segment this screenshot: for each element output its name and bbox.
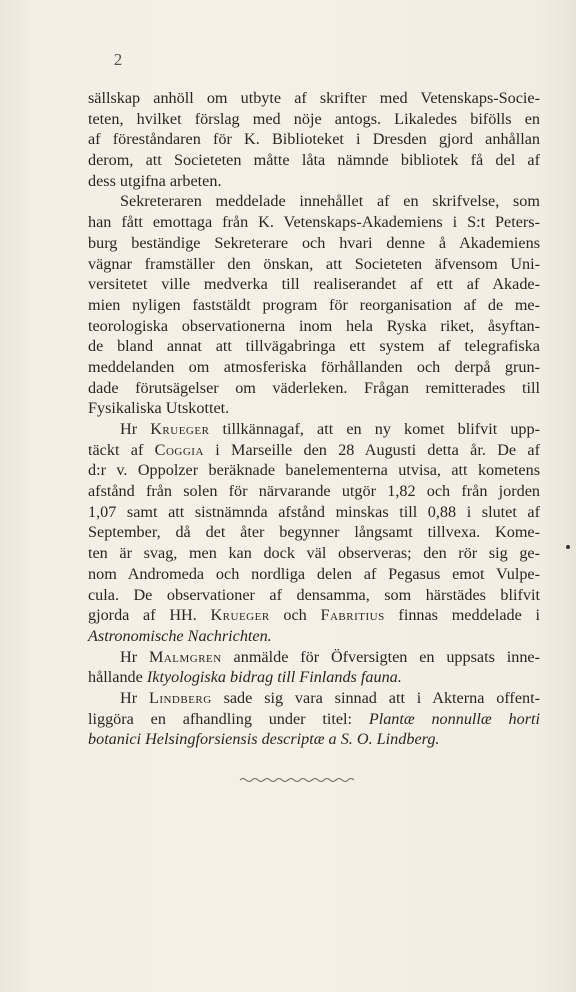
text-line: af föreståndaren för K. Biblioteket i Dresden gjord anhållan: [88, 130, 540, 149]
text-line: 1,07 samt att sistnämnda afstånd minskas till 0,88 i slutet af: [88, 502, 540, 521]
ink-speck: [566, 545, 570, 549]
text-line: dade förutsägelser om väderleken. Frågan remitterades till: [88, 378, 540, 397]
publication-title: Astronomische Nachrichten.: [88, 626, 272, 645]
text-line: versitetet ville medverka till realiserandet af ett af Akade-: [88, 275, 540, 294]
text-line: meddelanden om atmosferiska förhållanden och derpå grun-: [88, 357, 540, 376]
text-line: teten, hvilket förslag med nöje antogs. Likaledes bifölls en: [88, 109, 540, 128]
person-name: Fabritius: [320, 606, 385, 625]
text-line: mien nyligen faststäldt program för reorganisation af de me-: [88, 295, 540, 314]
text-line: dess utgifna arbeten.: [88, 171, 222, 190]
text-line: hållande Iktyologiska bidrag till Finlands fauna.: [88, 668, 402, 687]
text-line: sällskap anhöll om utbyte af skrifter med Vetenskaps-Socie-: [88, 89, 540, 107]
text-line: han fått emottaga från K. Vetenskaps-Akademiens i S:t Peters-: [88, 213, 540, 232]
text-line: [88, 626, 540, 647]
person-name: Coggia: [154, 440, 204, 459]
text-line: de bland annat att tillvägabringa ett system af telegrafiska: [88, 337, 540, 356]
text-line: Sekreteraren meddelade innehållet af en skrifvelse, som: [120, 192, 540, 211]
text-line: liggöra en afhandling under titel: Plantæ nonnullæ horti: [88, 709, 540, 728]
text-line: Hr Malmgren anmälde för Öfversigten en uppsats inne-: [120, 647, 540, 666]
person-name: Krueger: [210, 606, 270, 625]
text-line: teorologiska observationerna inom hela Ryska riket, åsyftan-: [88, 316, 540, 335]
text-line: täckt af Coggia i Marseille den 28 Augusti detta år. De af: [88, 440, 540, 459]
publication-title: Iktyologiska bidrag till Finlands fauna.: [146, 668, 402, 687]
text-line: burg beständige Sekreterare och hvari denne å Akademiens: [88, 233, 540, 252]
text-line: ten är svag, men kan dock väl observeras; den rör sig ge-: [88, 544, 540, 563]
text-line: nom Andromeda och nordliga delen af Pegasus emot Vulpe-: [88, 564, 540, 583]
text-line: d:r v. Oppolzer beräknade banelementerna utvisa, att kometens: [88, 461, 540, 480]
publication-title: Plantæ nonnullæ horti: [368, 709, 540, 728]
text-line: Fysikaliska Utskottet.: [88, 399, 230, 418]
text-line: September, då det åter begynner långsamt tillvexa. Kome-: [88, 523, 540, 542]
text-line: Hr Krueger tillkännagaf, att en ny komet blifvit upp-: [120, 420, 540, 438]
page-number: 2: [113, 50, 123, 69]
text-line: Hr Lindberg sade sig vara sinnad att i Akterna offent-: [120, 688, 540, 707]
text-line: vägnar framställer den önskan, att Societeten äfvensom Uni-: [88, 254, 540, 273]
text-line: derom, att Societeten måtte låta nämnde bibliotek få del af: [88, 151, 540, 170]
text-line: [88, 729, 540, 750]
body-text: [88, 88, 540, 750]
person-name: Malmgren: [148, 647, 222, 666]
person-name: Lindberg: [148, 688, 212, 707]
text-line: gjorda af HH. Krueger och Fabritius finnas meddelade i: [88, 606, 541, 625]
person-name: Krueger: [150, 420, 210, 438]
text-line: afstånd från solen för närvarande utgör 1,82 och från jorden: [88, 482, 540, 501]
text-line: cula. De observationer af densamma, som härstädes blifvit: [88, 585, 540, 604]
wavy-rule-ornament: [238, 776, 358, 784]
publication-title: botanici Helsingforsiensis descriptæ a S. O. Lindberg.: [88, 730, 440, 749]
